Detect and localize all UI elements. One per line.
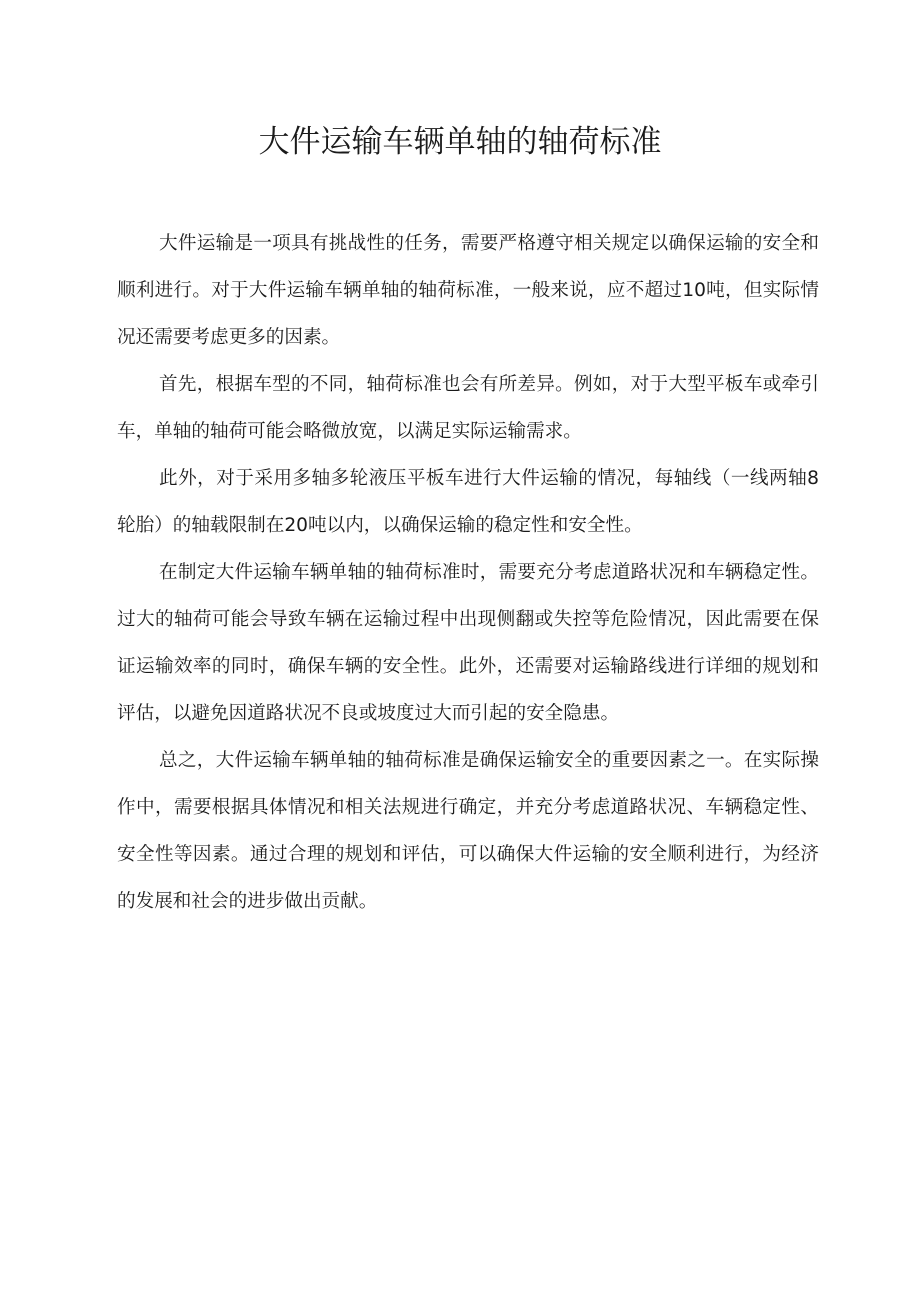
- document-body: [117, 220, 819, 925]
- paragraph-vehicle-type: 首先，根据车型的不同，轴荷标准也会有所差异。例如，对于大型平板车或牵引车，单轴的轴荷可能会略微放宽，以满足实际运输需求。: [117, 374, 819, 442]
- paragraph-road-conditions: 在制定大件运输车辆单轴的轴荷标准时，需要充分考虑道路状况和车辆稳定性。过大的轴荷可能会导致车辆在运输过程中出现侧翻或失控等危险情况，因此需要在保证运输效率的同时，确保车辆的安全性。此外，还需要对运输路线进行详细的规划和评估，以避免因道路状况不良或坡度过大而引起的安全隐患。: [117, 562, 819, 724]
- paragraph-hydraulic-trailer: 此外，对于采用多轴多轮液压平板车进行大件运输的情况，每轴线（一线两轴8轮胎）的轴载限制在20吨以内，以确保运输的稳定性和安全性。: [117, 468, 819, 536]
- paragraph-conclusion: 总之，大件运输车辆单轴的轴荷标准是确保运输安全的重要因素之一。在实际操作中，需要根据具体情况和相关法规进行确定，并充分考虑道路状况、车辆稳定性、安全性等因素。通过合理的规划和评估，可以确保大件运输的安全顺利进行，为经济的发展和社会的进步做出贡献。: [117, 750, 819, 912]
- paragraph-intro: 大件运输是一项具有挑战性的任务，需要严格遵守相关规定以确保运输的安全和顺利进行。对于大件运输车辆单轴的轴荷标准，一般来说，应不超过10吨，但实际情况还需要考虑更多的因素。: [117, 233, 819, 348]
- document-title: 大件运输车辆单轴的轴荷标准: [258, 124, 662, 160]
